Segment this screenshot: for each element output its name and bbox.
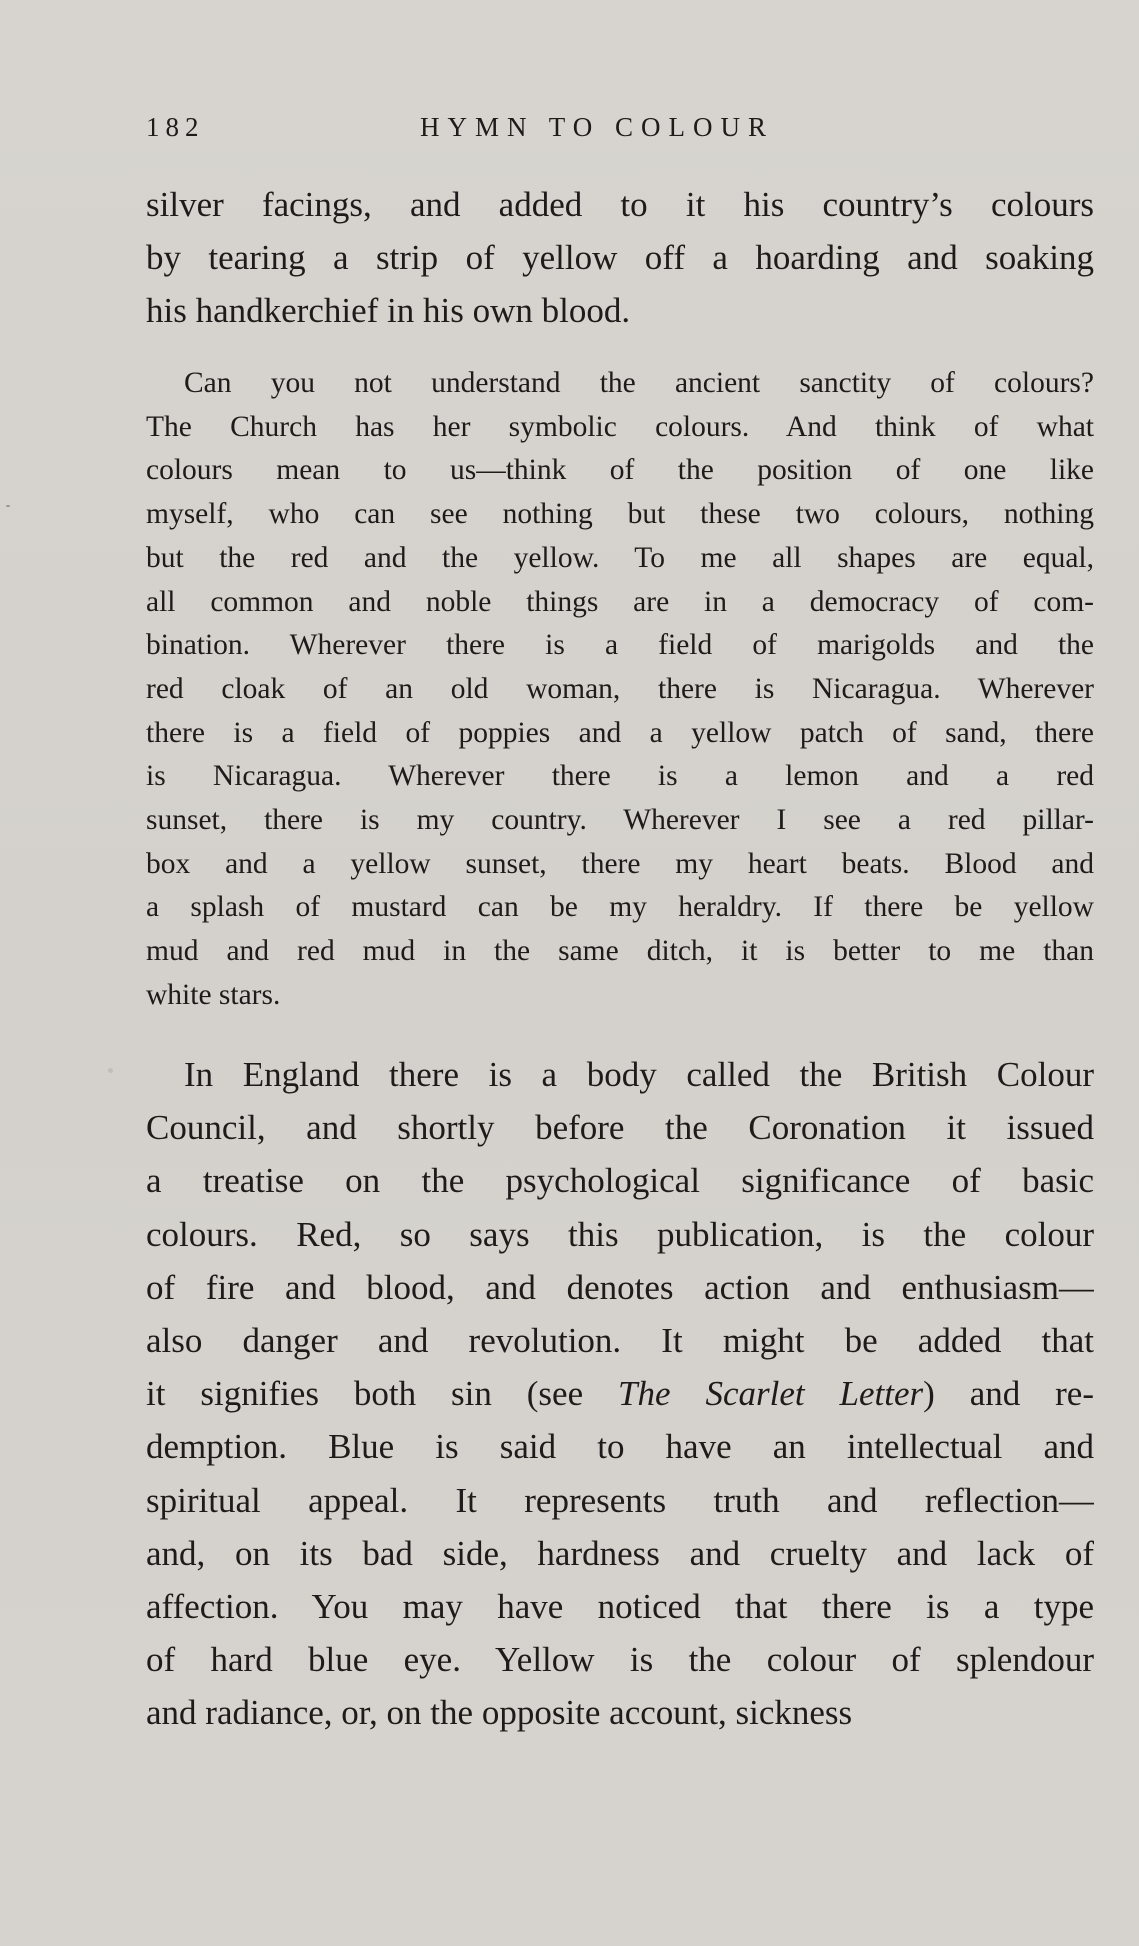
text-line: white stars. <box>146 978 281 1011</box>
text-line: Can you not understand the ancient sanctity of colours? <box>184 367 1094 399</box>
text-line: colours mean to us—think of the position of one like <box>146 454 1094 487</box>
text-line: affection. You may have noticed that there is a type <box>146 1587 1094 1627</box>
text-line: myself, who can see nothing but these two colours, nothing <box>146 498 1094 531</box>
text-line: silver facings, and added to it his country’s colours <box>146 185 1094 224</box>
paper-speck <box>108 1068 113 1073</box>
text-line: Council, and shortly before the Coronation it issued <box>146 1108 1094 1148</box>
text-line: also danger and revolution. It might be added that <box>146 1321 1094 1361</box>
text-line: all common and noble things are in a democracy of com- <box>146 585 1094 618</box>
text-line: colours. Red, so says this publication, is the colour <box>146 1214 1094 1254</box>
text-line: box and a yellow sunset, there my heart beats. Blood and <box>146 847 1094 880</box>
paragraph-2 <box>146 362 1094 1018</box>
text-line: demption. Blue is said to have an intellectual and <box>146 1427 1094 1467</box>
text-line: is Nicaragua. Wherever there is a lemon and a red <box>146 760 1094 793</box>
text-line: In England there is a body called the British Colour <box>184 1055 1094 1094</box>
text-line: red cloak of an old woman, there is Nicaragua. Wherever <box>146 672 1094 705</box>
text-segment: it signifies both sin (see <box>146 1374 619 1414</box>
text-line: mud and red mud in the same ditch, it is better to me than <box>146 935 1094 968</box>
running-head <box>146 112 1094 148</box>
text-line: by tearing a strip of yellow off a hoarding and soaking <box>146 238 1094 277</box>
text-line: a treatise on the psychological significance of basic <box>146 1161 1094 1201</box>
text-line: bination. Wherever there is a field of marigolds and the <box>146 629 1094 662</box>
text-line: a splash of mustard can be my heraldry. If there be yellow <box>146 891 1094 924</box>
paragraph-3 <box>146 1048 1094 1740</box>
text-line: and, on its bad side, hardness and cruelty and lack of <box>146 1533 1094 1573</box>
text-line: spiritual appeal. It represents truth and reflection— <box>146 1480 1094 1520</box>
text-line: there is a field of poppies and a yellow patch of sand, there <box>146 716 1094 749</box>
text-line: The Church has her symbolic colours. And think of what <box>146 410 1094 443</box>
text-line: and radiance, or, on the opposite account, sickness <box>146 1693 853 1733</box>
text-segment: ) and re- <box>923 1374 1094 1414</box>
paper-speck <box>6 505 10 507</box>
text-line: of hard blue eye. Yellow is the colour of splendour <box>146 1640 1094 1680</box>
text-line: his handkerchief in his own blood. <box>146 291 631 330</box>
text-line: of fire and blood, and denotes action and enthusiasm— <box>146 1267 1094 1307</box>
book-title: The Scarlet Letter <box>618 1374 924 1414</box>
running-title: HYMN TO COLOUR <box>420 112 775 142</box>
text-line: but the red and the yellow. To me all shapes are equal, <box>146 541 1094 574</box>
text-line-with-title <box>146 1367 1094 1420</box>
page-number: 182 <box>146 112 205 142</box>
text-line: sunset, there is my country. Wherever I see a red pillar- <box>146 804 1094 837</box>
paragraph-1 <box>146 178 1094 337</box>
